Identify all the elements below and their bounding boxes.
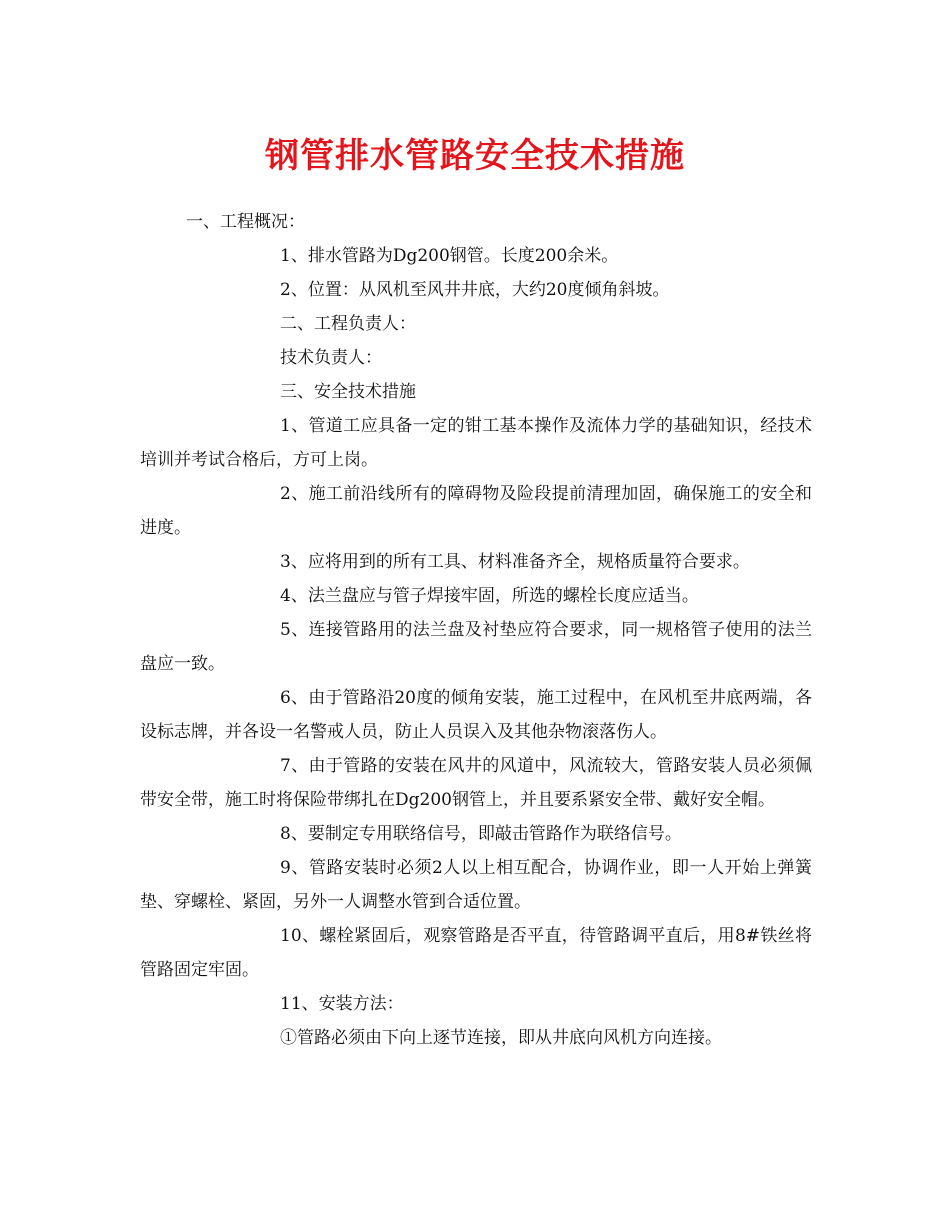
paragraph: 11、安装方法： (280, 994, 404, 1014)
paragraph: 8、要制定专用联络信号，即敲击管路作为联络信号。 (280, 824, 682, 844)
paragraph: 技术负责人： (280, 348, 382, 368)
paragraph: ①管路必须由下向上逐节连接，即从井底向风机方向连接。 (280, 1028, 722, 1048)
paragraph: 4、法兰盘应与管子焊接牢固，所选的螺栓长度应适当。 (280, 586, 699, 606)
document-title: 钢管排水管路安全技术措施 (265, 136, 685, 176)
paragraph: 7、由于管路的安装在风井的风道中，风流较大，管路安装人员必须佩带安全带，施工时将保险带绑扎在Dg200钢管上，并且要系紧安全带、戴好安全帽。 (140, 756, 812, 810)
paragraph: 10、螺栓紧固后，观察管路是否平直，待管路调平直后，用8#铁丝将管路固定牢固。 (140, 926, 812, 980)
section-heading-responsible: 二、工程负责人： (280, 314, 416, 334)
paragraph: 1、排水管路为Dg200钢管。长度200余米。 (280, 246, 619, 266)
paragraph: 9、管路安装时必须2人以上相互配合，协调作业，即一人开始上弹簧垫、穿螺栓、紧固，另外一人调整水管到合适位置。 (140, 858, 812, 912)
paragraph: 2、位置：从风机至风井井底，大约20度倾角斜坡。 (280, 280, 670, 300)
paragraph: 6、由于管路沿20度的倾角安装，施工过程中，在风机至井底两端，各设标志牌，并各设一名警戒人员，防止人员误入及其他杂物滚落伤人。 (140, 688, 812, 742)
paragraph: 2、施工前沿线所有的障碍物及险段提前清理加固，确保施工的安全和进度。 (140, 484, 812, 538)
paragraph: 1、管道工应具备一定的钳工基本操作及流体力学的基础知识，经技术培训并考试合格后，方可上岗。 (140, 416, 812, 470)
paragraph: 3、应将用到的所有工具、材料准备齐全，规格质量符合要求。 (280, 552, 750, 572)
paragraph: 5、连接管路用的法兰盘及衬垫应符合要求，同一规格管子使用的法兰盘应一致。 (140, 620, 812, 674)
section-heading-overview: 一、工程概况： (186, 212, 305, 232)
document-body (140, 205, 812, 1055)
section-heading-measures: 三、安全技术措施 (280, 382, 416, 402)
